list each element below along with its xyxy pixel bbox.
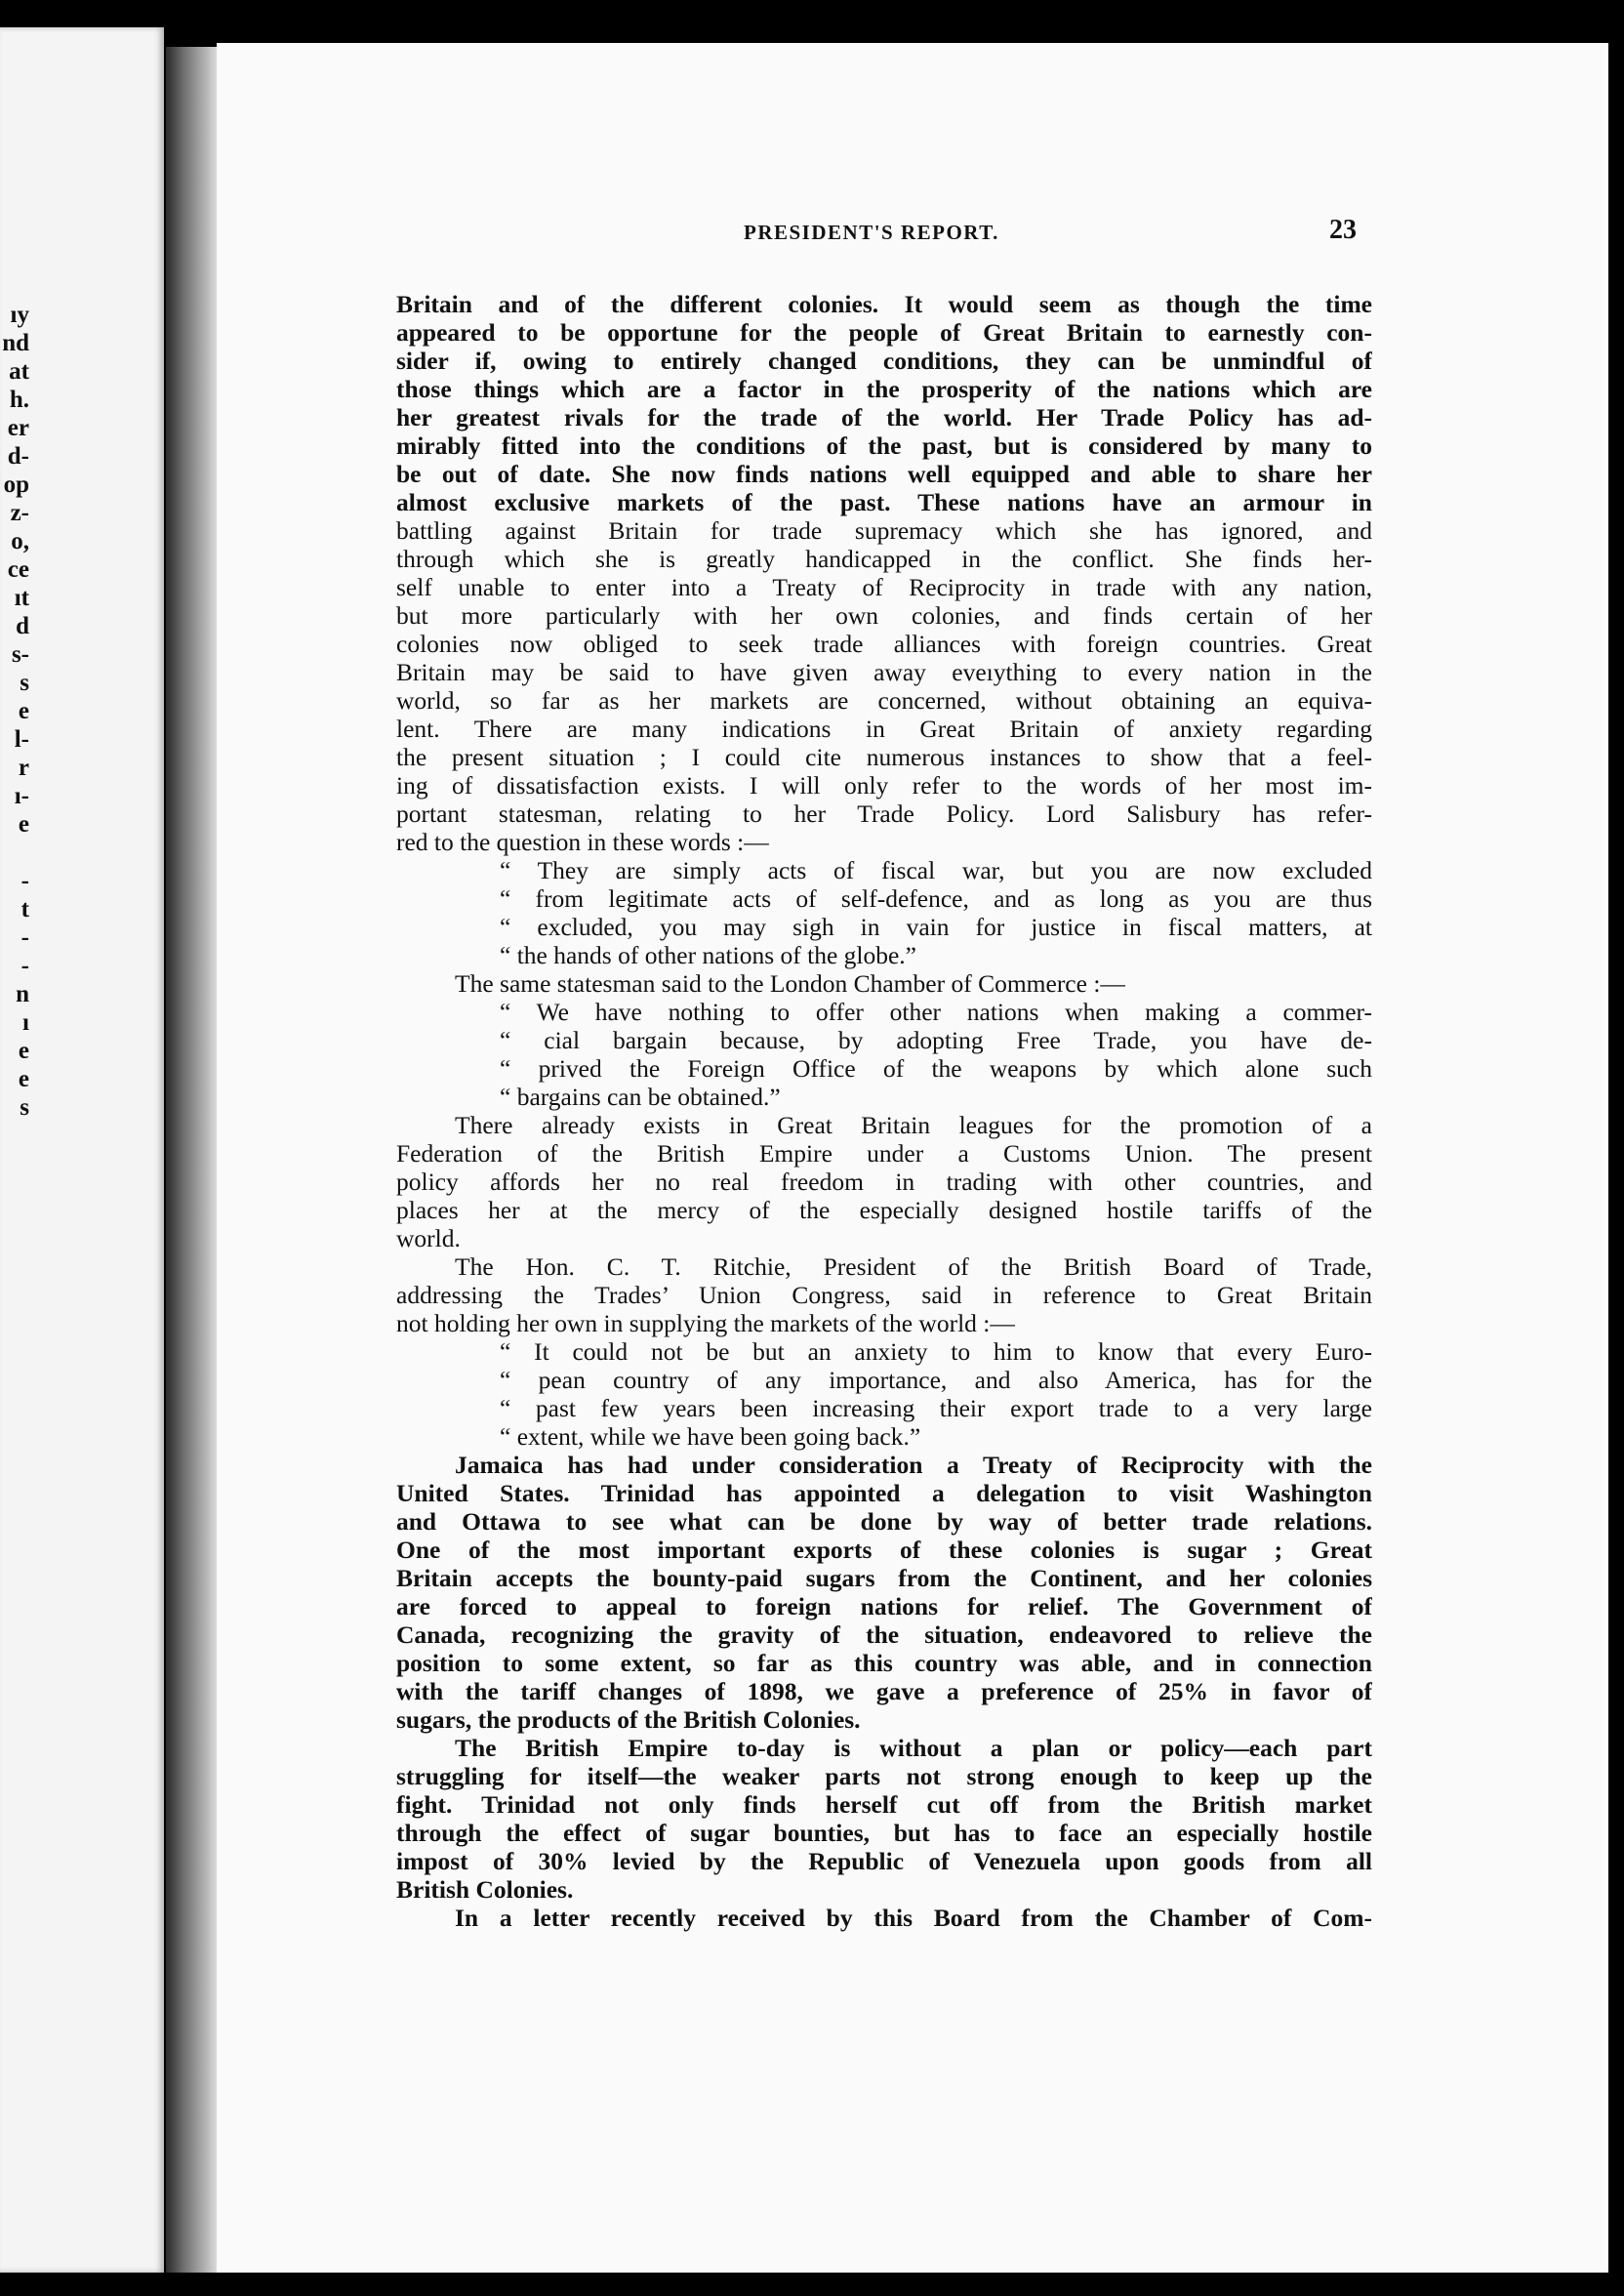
text-line: world. (396, 1224, 461, 1252)
left-page-fragment: z- (10, 500, 29, 526)
left-page-fragment: e (18, 811, 29, 838)
left-page-fragment: l- (14, 726, 29, 753)
text-line: addressing the Trades’ Union Congress, said in reference to Great Britain (396, 1281, 1372, 1309)
text-line: through the effect of sugar bounties, but has to face an especially hostile (396, 1819, 1372, 1847)
text-line: almost exclusive markets of the past. These nations have an armour in (396, 488, 1372, 516)
left-page-fragment: o, (11, 528, 29, 554)
text-line: British Colonies. (396, 1875, 574, 1904)
left-page-fragment: s (20, 1094, 29, 1121)
text-line: There already exists in Great Britain leagues for the promotion of a (455, 1111, 1372, 1139)
text-line: red to the question in these words :— (396, 828, 769, 856)
text-line: The Hon. C. T. Ritchie, President of the British Board of Trade, (455, 1252, 1372, 1281)
text-line: colonies now obliged to seek trade alliances with foreign countries. Great (396, 630, 1372, 658)
left-page-fragment: ıt (14, 585, 29, 611)
text-line: “ bargains can be obtained.” (500, 1083, 781, 1111)
text-line: sider if, owing to entirely changed conditions, they can be unmindful of (396, 347, 1372, 375)
text-line: The British Empire to-day is without a plan or policy—each part (455, 1734, 1372, 1762)
text-line: “ past few years been increasing their export trade to a very large (500, 1394, 1372, 1422)
left-page-fragment: n (16, 981, 29, 1007)
text-line: “ pean country of any importance, and also America, has for the (500, 1366, 1372, 1394)
text-line: Britain accepts the bounty-paid sugars from the Continent, and her colonies (396, 1564, 1372, 1592)
left-page-fragment: r (18, 755, 29, 781)
text-line: with the tariff changes of 1898, we gave a preference of 25% in favor of (396, 1677, 1372, 1705)
left-page-fragment: - (20, 924, 29, 951)
text-line: “ They are simply acts of fiscal war, but you are now excluded (500, 856, 1372, 884)
left-page-fragment: e (18, 1038, 29, 1064)
left-page-fragment: er (7, 415, 29, 441)
left-page-fragment: at (9, 358, 29, 385)
text-line: sugars, the products of the British Colonies. (396, 1705, 861, 1734)
text-line: “ It could not be but an anxiety to him to know that every Euro- (500, 1337, 1372, 1366)
text-line: Britain and of the different colonies. It would seem as though the time (396, 290, 1372, 318)
text-line: not holding her own in supplying the markets of the world :— (396, 1309, 1015, 1337)
text-line: Britain may be said to have given away eveıything to every nation in the (396, 658, 1372, 686)
left-page-fragment: d- (7, 443, 29, 470)
text-line: appeared to be opportune for the people of Great Britain to earnestly con- (396, 318, 1372, 347)
page-number: 23 (1329, 215, 1357, 245)
text-line: position to some extent, so far as this country was able, and in connection (396, 1649, 1372, 1677)
left-page-fragment (0, 839, 29, 867)
text-line: impost of 30% levied by the Republic of Venezuela upon goods from all (396, 1847, 1372, 1875)
left-page-fragment: ı (22, 1009, 29, 1036)
text-line: “ cial bargain because, by adopting Free Trade, you have de- (500, 1026, 1372, 1054)
document-page (217, 43, 1608, 2273)
text-line: policy affords her no real freedom in trading with other countries, and (396, 1168, 1372, 1196)
left-page-fragment: h. (9, 387, 29, 413)
page-gutter (166, 47, 224, 2273)
text-line: In a letter recently received by this Board from the Chamber of Com- (455, 1904, 1372, 1932)
text-line: “ extent, while we have been going back.” (500, 1422, 921, 1451)
left-page-fragment: nd (2, 330, 29, 356)
text-line: The same statesman said to the London Chamber of Commerce :— (455, 969, 1125, 998)
left-page-fragment: - (20, 953, 29, 979)
text-line: mirably fitted into the conditions of the past, but is considered by many to (396, 431, 1372, 460)
text-line: “ from legitimate acts of self-defence, and as long as you are thus (500, 884, 1372, 913)
text-line: lent. There are many indications in Great Britain of anxiety regarding (396, 715, 1372, 743)
text-line: world, so far as her markets are concerned, without obtaining an equiva- (396, 686, 1372, 715)
text-line: but more particularly with her own colonies, and finds certain of her (396, 601, 1372, 630)
left-page-fragment: s (20, 670, 29, 696)
left-page-fragment: ı- (14, 783, 29, 809)
text-line: places her at the mercy of the especially designed hostile tariffs of the (396, 1196, 1372, 1224)
running-head: PRESIDENT'S REPORT. (744, 221, 999, 244)
left-page-fragment: e (18, 1066, 29, 1092)
text-line: Federation of the British Empire under a Customs Union. The present (396, 1139, 1372, 1168)
text-line: be out of date. She now finds nations well equipped and able to share her (396, 460, 1372, 488)
left-page-text-fragments (0, 301, 29, 1122)
left-page-fragment: - (20, 868, 29, 894)
text-line: her greatest rivals for the trade of the world. Her Trade Policy has ad- (396, 403, 1372, 431)
text-line: “ the hands of other nations of the globe.” (500, 941, 917, 969)
text-line: through which she is greatly handicapped in the conflict. She finds her- (396, 545, 1372, 573)
text-line: “ excluded, you may sigh in vain for justice in fiscal matters, at (500, 913, 1372, 941)
left-facing-page (0, 27, 164, 2273)
left-page-fragment: ce (7, 556, 29, 583)
left-page-fragment: d (16, 613, 29, 639)
text-line: Canada, recognizing the gravity of the situation, endeavored to relieve the (396, 1620, 1372, 1649)
text-line: self unable to enter into a Treaty of Reciprocity in trade with any nation, (396, 573, 1372, 601)
text-line: ing of dissatisfaction exists. I will only refer to the words of her most im- (396, 771, 1372, 800)
text-line: fight. Trinidad not only finds herself cut off from the British market (396, 1790, 1372, 1819)
text-line: and Ottawa to see what can be done by way of better trade relations. (396, 1507, 1372, 1536)
text-line: struggling for itself—the weaker parts not strong enough to keep up the (396, 1762, 1372, 1790)
text-line: are forced to appeal to foreign nations for relief. The Government of (396, 1592, 1372, 1620)
left-page-fragment: s- (11, 641, 29, 668)
body-text (396, 290, 1372, 1932)
left-page-fragment: ıy (10, 302, 29, 328)
text-line: the present situation ; I could cite numerous instances to show that a feel- (396, 743, 1372, 771)
text-line: portant statesman, relating to her Trade Policy. Lord Salisbury has refer- (396, 800, 1372, 828)
left-page-fragment: t (20, 896, 29, 922)
text-line: United States. Trinidad has appointed a delegation to visit Washington (396, 1479, 1372, 1507)
text-line: “ prived the Foreign Office of the weapons by which alone such (500, 1054, 1372, 1083)
text-line: One of the most important exports of these colonies is sugar ; Great (396, 1536, 1372, 1564)
text-line: “ We have nothing to offer other nations when making a commer- (500, 998, 1372, 1026)
left-page-fragment: e (18, 698, 29, 724)
text-line: battling against Britain for trade supremacy which she has ignored, and (396, 516, 1372, 545)
text-line: those things which are a factor in the prosperity of the nations which are (396, 375, 1372, 403)
left-page-fragment: op (3, 472, 29, 498)
text-line: Jamaica has had under consideration a Treaty of Reciprocity with the (455, 1451, 1372, 1479)
